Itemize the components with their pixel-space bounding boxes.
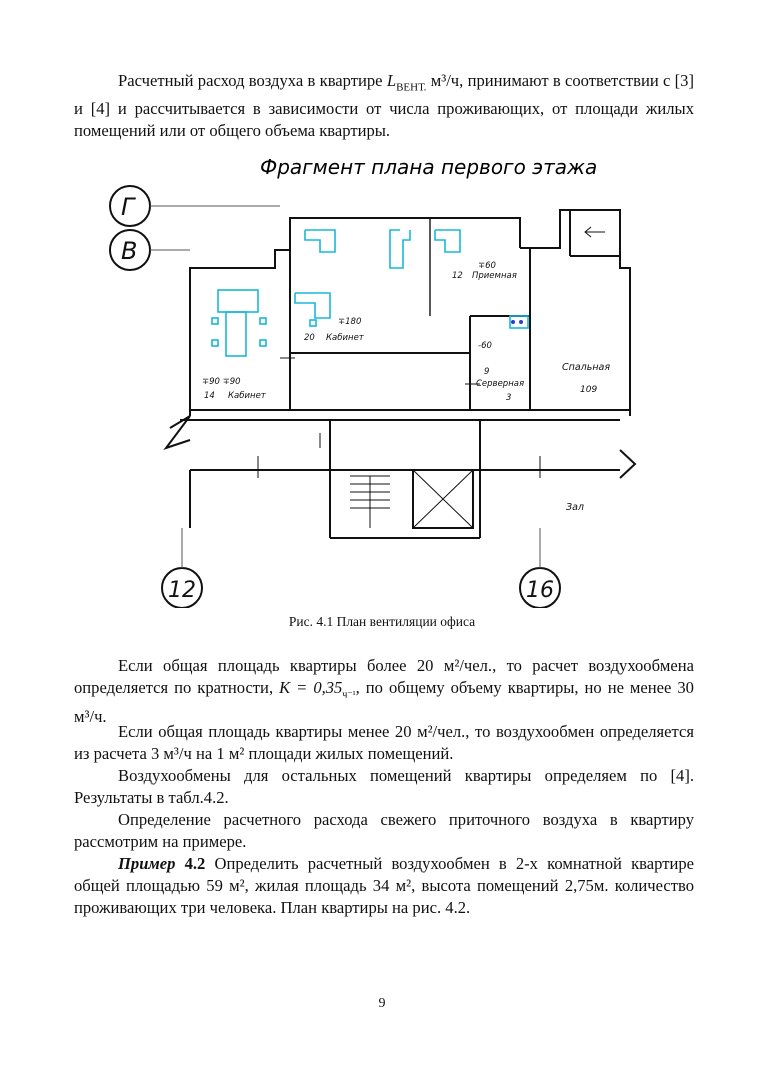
floor-plan-figure [100, 148, 660, 608]
axis-g-label: Г [121, 193, 135, 221]
plan-title: Фрагмент плана первого этажа [260, 155, 598, 179]
svg-text:14: 14 [204, 391, 215, 401]
svg-text:109: 109 [580, 385, 598, 395]
svg-text:∓60: ∓60 [478, 261, 496, 271]
paragraph-1: Если общая площадь квартиры более 20 м²/чел., то расчет воздухообмена определяется по кратности, $K = 0,35_{ч^{-1}}$, по общему объему квартиры, но не менее 30 м³/ч. [74, 656, 694, 727]
svg-text:9: 9 [484, 367, 490, 377]
figure-caption: Рис. 4.1 План вентиляции офиса [288, 614, 476, 629]
page-number: 9 [378, 996, 386, 1011]
intro-paragraph: Расчетный расход воздуха в квартире $L_{ВЕНТ.}$ м³/ч, принимают в соответствии с [3] и [4] и рассчитывается в зависимости от числа проживающих, от площади жилых помещений или от общего объема квартиры. [74, 71, 694, 141]
svg-text:-60: -60 [478, 341, 492, 351]
paragraph-3: Воздухообмены для остальных помещений квартиры определяем по [4]. Результаты в табл.4.2. [74, 766, 694, 807]
svg-text:∓180: ∓180 [338, 317, 362, 327]
svg-text:Зал: Зал [566, 502, 584, 513]
formula-k: K = 0,35 [279, 678, 343, 697]
svg-text:Приемная: Приемная [472, 271, 517, 281]
formula-l-vent: $L_{ВЕНТ.}$ [386, 71, 427, 94]
axis-v-label: В [121, 237, 138, 265]
svg-text:Кабинет: Кабинет [228, 391, 266, 401]
svg-text:12: 12 [452, 271, 463, 281]
paragraph-4: Определение расчетного расхода свежего приточного воздуха в квартиру рассмотрим на примере. [74, 810, 694, 851]
paragraph-2: Если общая площадь квартиры менее 20 м²/чел., то воздухообмен определяется из расчета 3 м³/ч на 1 м² площади жилых помещений. [74, 722, 694, 763]
svg-text:20: 20 [304, 333, 315, 343]
svg-text:Спальная: Спальная [562, 362, 611, 373]
axis-12-label: 12 [168, 578, 196, 603]
svg-text:Серверная: Серверная [476, 379, 525, 389]
svg-text:Кабинет: Кабинет [326, 333, 364, 343]
svg-text:3: 3 [506, 393, 512, 403]
paragraph-5: Пример 4.2 Определить расчетный воздухообмен в 2-х комнатной квартире общей площадью 59 м², жилая площадь 34 м², высота помещений 2,75м. количество проживающих три человека. План квартиры на рис. 4.2. [74, 854, 694, 917]
furniture-group [212, 230, 528, 356]
svg-text:∓90 ∓90: ∓90 ∓90 [202, 377, 241, 387]
axis-16-label: 16 [526, 578, 554, 603]
